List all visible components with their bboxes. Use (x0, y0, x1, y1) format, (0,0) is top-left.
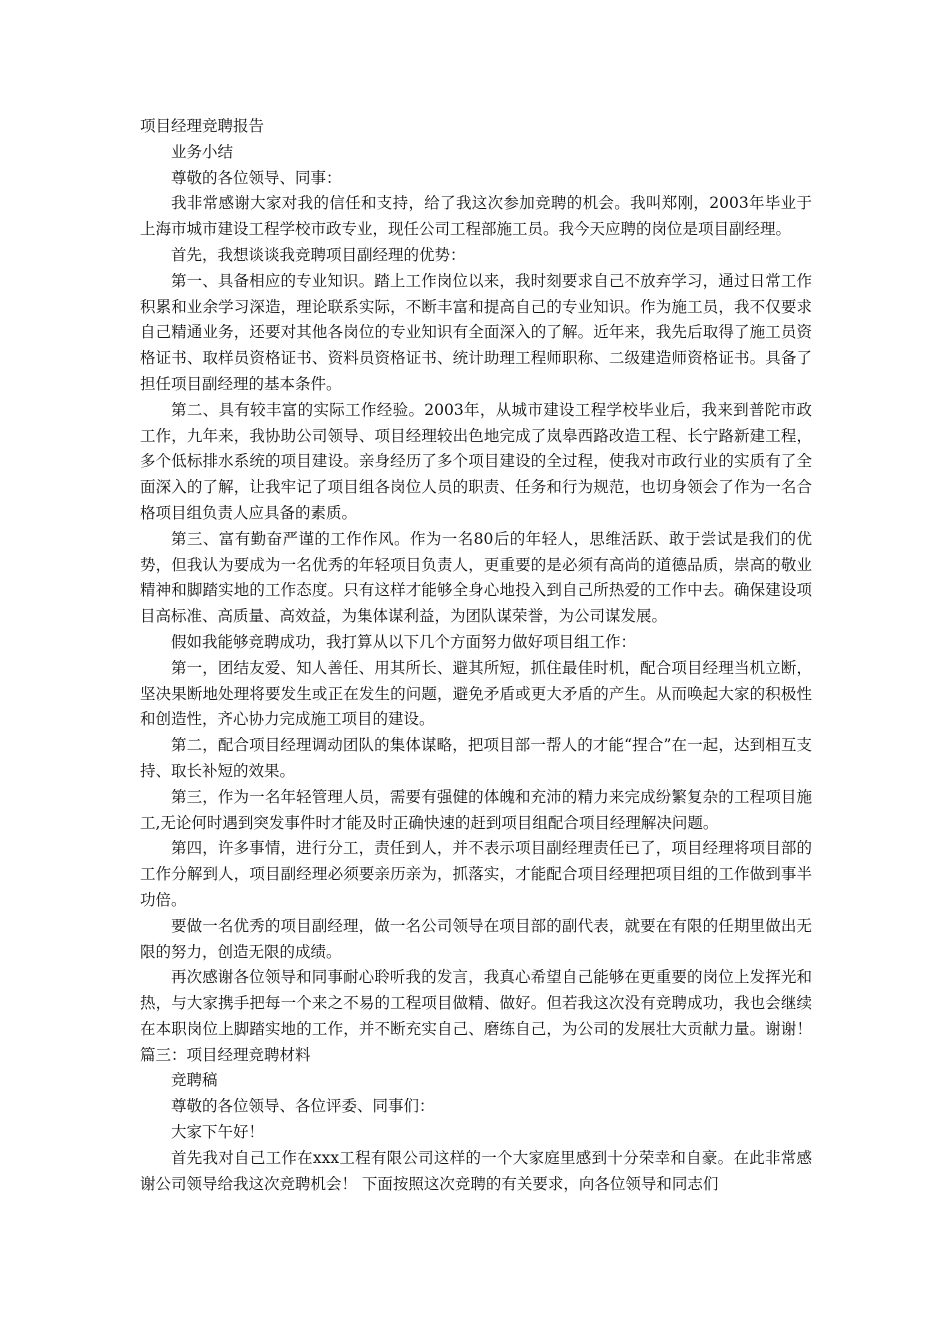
paragraph: 第二，配合项目经理调动团队的集体谋略，把项目部一帮人的才能“捏合”在一起，达到相互支持、取长补短的效果。 (140, 736, 812, 780)
paragraph: 第二、具有较丰富的实际工作经验。2003年，从城市建设工程学校毕业后，我来到普陀市政工作，九年来，我协助公司领导、项目经理较出色地完成了岚皋西路改造工程、长宁路新建工程，多个低标排水系统的项目建设。亲身经历了多个项目建设的全过程，使我对市政行业的实质有了全面深入的了解，让我牢记了项目组各岗位人员的职责、任务和行为规范，也切身领会了作为一名合格项目组负责人应具备的素质。 (140, 400, 812, 522)
paragraph: 竞聘稿 (171, 1071, 218, 1090)
paragraph: 首先我对自己工作在xxx工程有限公司这样的一个大家庭里感到十分荣幸和自豪。在此非常感谢公司领导给我这次竞聘机会！ 下面按照这次竞聘的有关要求，向各位领导和同志们 (140, 1148, 812, 1193)
paragraph: 第三，作为一名年轻管理人员，需要有强健的体魄和充沛的精力来完成纷繁复杂的工程项目施工,无论何时遇到突发事件时才能及时正确快速的赶到项目组配合项目经理解决问题。 (140, 787, 812, 832)
paragraph: 尊敬的各位领导、同事： (171, 168, 342, 187)
document-title: 项目经理竞聘报告 (140, 117, 265, 135)
document-page (140, 114, 812, 1197)
paragraph: 尊敬的各位领导、各位评委、同事们： (171, 1097, 435, 1116)
paragraph: 第一、具备相应的专业知识。踏上工作岗位以来，我时刻要求自己不放弃学习，通过日常工作积累和业余学习深造，理论联系实际，不断丰富和提高自己的专业知识。作为施工员，我不仅要求自己精通业务，还要对其他各岗位的专业知识有全面深入的了解。近年来，我先后取得了施工员资格证书、取样员资格证书、资料员资格证书、统计助理工程师职称、二级建造师资格证书。具备了担任项目副经理的基本条件。 (140, 271, 812, 393)
paragraph: 第三、富有勤奋严谨的工作作风。作为一名80后的年轻人，思维活跃、敢于尝试是我们的优势，但我认为要成为一名优秀的年轻项目负责人，更重要的是必须有高尚的道德品质，崇高的敬业精神和脚踏实地的工作态度。只有这样才能够全身心地投入到自己所热爱的工作中去。确保建设项目高标准、高质量、高效益，为集体谋利益，为团队谋荣誉，为公司谋发展。 (140, 529, 812, 626)
paragraph: 第四，许多事情，进行分工，责任到人，并不表示项目副经理责任已了，项目经理将项目部的工作分解到人，项目副经理必须要亲历亲为，抓落实，才能配合项目经理把项目组的工作做到事半功倍。 (140, 839, 812, 909)
paragraph: 再次感谢各位领导和同事耐心聆听我的发言，我真心希望自己能够在更重要的岗位上发挥光和热，与大家携手把每一个来之不易的工程项目做精、做好。但若我这次没有竞聘成功，我也会继续在本职岗位上脚踏实地的工作，并不断充实自己、磨练自己，为公司的发展壮大贡献力量。谢谢！篇三：项目经理竞聘材料 (140, 968, 812, 1064)
paragraph: 假如我能够竞聘成功，我打算从以下几个方面努力做好项目组工作： (171, 632, 637, 651)
paragraph: 要做一名优秀的项目副经理，做一名公司领导在项目部的副代表，就要在有限的任期里做出无限的努力，创造无限的成绩。 (140, 916, 812, 961)
paragraph: 我非常感谢大家对我的信任和支持，给了我这次参加竞聘的机会。我叫郑刚，2003年毕业于上海市城市建设工程学校市政专业，现任公司工程部施工员。我今天应聘的岗位是项目副经理。 (140, 194, 812, 239)
paragraph: 首先，我想谈谈我竞聘项目副经理的优势： (171, 245, 466, 264)
paragraph: 大家下午好！ (171, 1123, 265, 1142)
paragraph: 第一，团结友爱、知人善任、用其所长、避其所短，抓住最佳时机，配合项目经理当机立断，坚决果断地处理将要发生或正在发生的问题，避免矛盾或更大矛盾的产生。从而唤起大家的积极性和创造性，齐心协力完成施工项目的建设。 (140, 658, 812, 729)
paragraph: 业务小结 (171, 142, 234, 161)
